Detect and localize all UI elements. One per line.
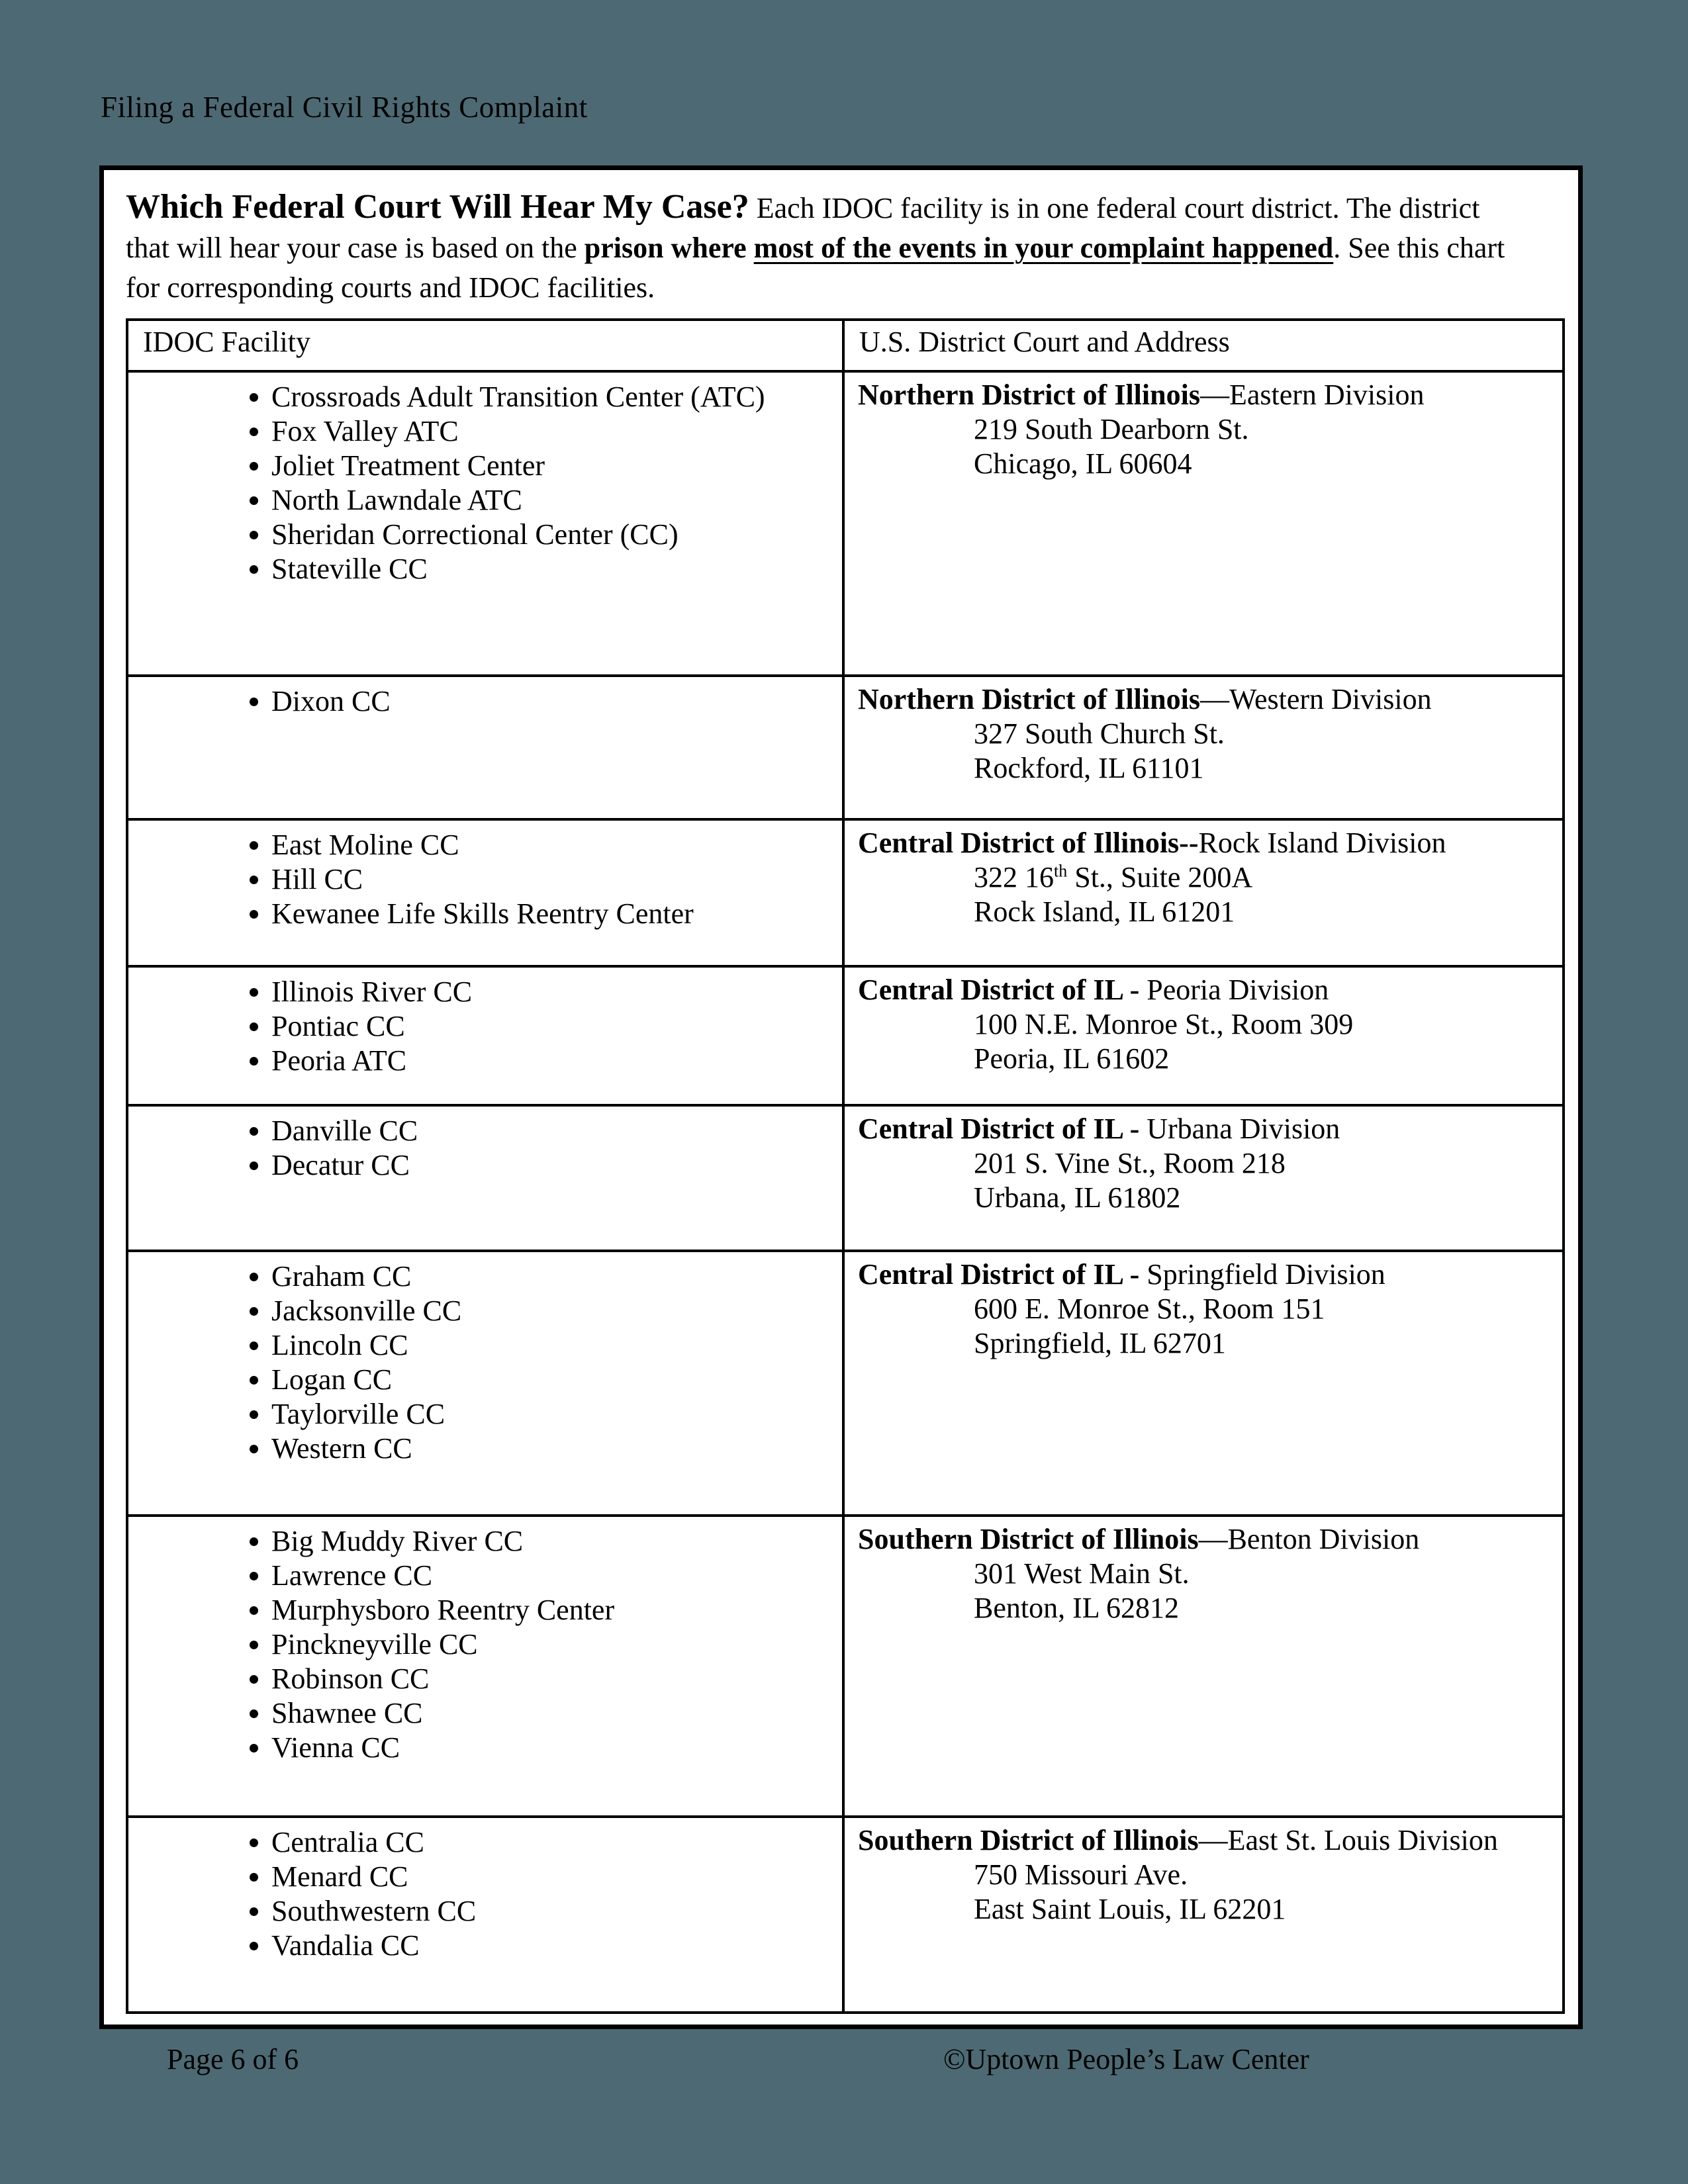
col-header-district-court: U.S. District Court and Address <box>843 320 1564 371</box>
facility-list <box>129 1524 841 1765</box>
facility-item: • Centralia CC <box>271 1825 795 1860</box>
court-address-line: 327 South Church St. <box>974 717 1225 750</box>
col-header-idoc-facility: IDOC Facility <box>127 320 843 371</box>
facility-item: • Jacksonville CC <box>271 1294 795 1328</box>
table-row <box>127 371 1564 676</box>
court-name <box>858 1112 1533 1146</box>
facility-item: • Crossroads Adult Transition Center (ATC) <box>271 380 795 414</box>
facility-cell <box>127 1817 843 2013</box>
facility-cell <box>127 1105 843 1251</box>
facility-item: • Stateville CC <box>271 552 795 586</box>
facility-cell <box>127 966 843 1105</box>
court-address-line: 750 Missouri Ave. <box>974 1858 1188 1891</box>
court-cell <box>843 819 1564 966</box>
court-name <box>858 1522 1533 1557</box>
facility-item: • Dixon CC <box>271 684 795 719</box>
court-name-bold: Central District of IL - <box>858 1113 1147 1145</box>
facility-list <box>129 975 841 1078</box>
facility-item: • Southwestern CC <box>271 1894 795 1929</box>
facility-item: • Kewanee Life Skills Reentry Center <box>271 897 795 931</box>
court-cell <box>843 1817 1564 2013</box>
court-name <box>858 378 1533 412</box>
facility-item: • Peoria ATC <box>271 1044 795 1078</box>
court-name-bold: Central District of Illinois-- <box>858 827 1199 859</box>
facility-item: • Graham CC <box>271 1259 795 1294</box>
facility-item: • Big Muddy River CC <box>271 1524 795 1559</box>
intro-bold-phrase: prison where <box>584 232 754 264</box>
facility-item: • Shawnee CC <box>271 1696 795 1731</box>
facility-item: • Sheridan Correctional Center (CC) <box>271 518 795 552</box>
court-name-division: —Western Division <box>1199 683 1432 715</box>
court-address-line: Chicago, IL 60604 <box>974 447 1192 480</box>
court-name-division: —East St. Louis Division <box>1198 1824 1498 1856</box>
facility-item: • Logan CC <box>271 1363 795 1397</box>
intro-text-2: . See this chart for corresponding courts and IDOC facilities. <box>126 232 1505 304</box>
court-name-bold: Northern District of Illinois <box>858 683 1200 715</box>
page-number: Page 6 of 6 <box>167 2043 299 2075</box>
court-address-line: East Saint Louis, IL 62201 <box>974 1893 1286 1925</box>
table-row <box>127 1817 1564 2013</box>
facility-list <box>129 1825 841 1963</box>
table-row <box>127 819 1564 966</box>
table-row <box>127 1251 1564 1516</box>
intro-text-1: Each IDOC facility is in one federal court district. The district that will hear your case is based on the <box>126 192 1480 264</box>
facility-item: • Hill CC <box>271 862 795 897</box>
facility-item: • Robinson CC <box>271 1662 795 1696</box>
court-name-bold: Central District of IL - <box>858 1258 1147 1291</box>
court-cell <box>843 676 1564 819</box>
facility-item: • Western CC <box>271 1432 795 1466</box>
content-box <box>99 165 1583 2029</box>
court-cell <box>843 1251 1564 1516</box>
facility-item: • Pinckneyville CC <box>271 1627 795 1662</box>
facility-list <box>129 1114 841 1183</box>
court-name-division: Urbana Division <box>1147 1113 1340 1145</box>
facility-cell <box>127 676 843 819</box>
court-address-line: Springfield, IL 62701 <box>974 1327 1226 1359</box>
facility-item: • Illinois River CC <box>271 975 795 1009</box>
court-address-line: 600 E. Monroe St., Room 151 <box>974 1293 1325 1325</box>
court-cell <box>843 966 1564 1105</box>
intro-paragraph <box>126 187 1539 308</box>
table-row <box>127 966 1564 1105</box>
facility-item: • Fox Valley ATC <box>271 414 795 449</box>
court-address-line: 100 N.E. Monroe St., Room 309 <box>974 1008 1354 1040</box>
intro-bold-underline-phrase: most of the events in your complaint happened <box>753 232 1334 264</box>
facility-cell <box>127 819 843 966</box>
facility-list <box>129 380 841 586</box>
facility-list <box>129 1259 841 1466</box>
court-address-line: Urbana, IL 61802 <box>974 1181 1181 1214</box>
facility-item: • Danville CC <box>271 1114 795 1148</box>
facility-item: • Joliet Treatment Center <box>271 449 795 483</box>
court-address-line: 219 South Dearborn St. <box>974 413 1249 445</box>
table-row <box>127 1105 1564 1251</box>
table-row <box>127 1516 1564 1817</box>
facility-item: • Pontiac CC <box>271 1009 795 1044</box>
court-address-line: Benton, IL 62812 <box>974 1592 1179 1624</box>
court-name-division: —Eastern Division <box>1199 379 1425 411</box>
court-name-bold: Southern District of Illinois <box>858 1523 1199 1555</box>
court-address-line: 301 West Main St. <box>974 1557 1190 1590</box>
facility-cell <box>127 371 843 676</box>
facility-item: • Lawrence CC <box>271 1559 795 1593</box>
facility-cell <box>127 1516 843 1817</box>
facility-item: • Vandalia CC <box>271 1929 795 1963</box>
court-name-bold: Central District of IL - <box>858 974 1147 1006</box>
court-table <box>126 318 1565 2014</box>
facility-item: • Vienna CC <box>271 1731 795 1765</box>
court-address-line: Rock Island, IL 61201 <box>974 895 1235 928</box>
court-name-division: —Benton Division <box>1198 1523 1420 1555</box>
facility-list <box>129 828 841 931</box>
court-cell <box>843 1516 1564 1817</box>
court-address-line: 322 16th St., Suite 200A <box>974 861 1253 893</box>
court-cell <box>843 1105 1564 1251</box>
court-name <box>858 1257 1533 1292</box>
court-name-bold: Southern District of Illinois <box>858 1824 1199 1856</box>
facility-item: • East Moline CC <box>271 828 795 862</box>
intro-heading: Which Federal Court Will Hear My Case? <box>126 188 749 226</box>
facility-cell <box>127 1251 843 1516</box>
court-name <box>858 682 1533 717</box>
court-name-bold: Northern District of Illinois <box>858 379 1200 411</box>
document-header: Filing a Federal Civil Rights Complaint <box>101 91 588 124</box>
court-address-line: Rockford, IL 61101 <box>974 752 1204 784</box>
facility-item: • Menard CC <box>271 1860 795 1894</box>
copyright: ©Uptown People’s Law Center <box>943 2043 1309 2075</box>
facility-item: • Murphysboro Reentry Center <box>271 1593 795 1627</box>
facility-item: • Decatur CC <box>271 1148 795 1183</box>
table-row <box>127 676 1564 819</box>
court-name-division: Rock Island Division <box>1198 827 1446 859</box>
court-name-division: Peoria Division <box>1147 974 1329 1006</box>
facility-item: • Taylorville CC <box>271 1397 795 1432</box>
facility-item: • Lincoln CC <box>271 1328 795 1363</box>
court-name-division: Springfield Division <box>1147 1258 1385 1291</box>
court-address-line: Peoria, IL 61602 <box>974 1042 1170 1075</box>
court-address-line: 201 S. Vine St., Room 218 <box>974 1147 1286 1179</box>
facility-item: • North Lawndale ATC <box>271 483 795 518</box>
facility-list <box>129 684 841 719</box>
court-name <box>858 973 1533 1007</box>
court-cell <box>843 371 1564 676</box>
court-name <box>858 1823 1533 1858</box>
court-name <box>858 826 1533 860</box>
table-header-row <box>127 320 1564 371</box>
